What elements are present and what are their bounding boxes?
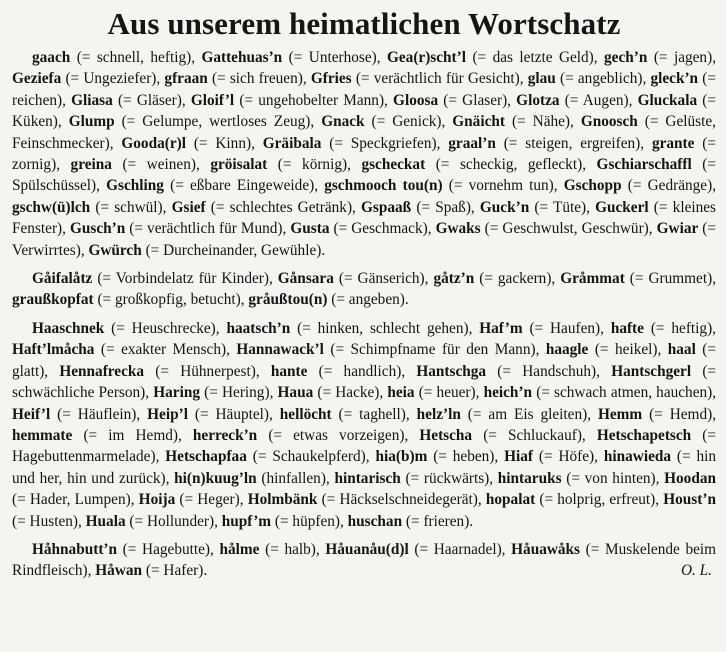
entry-definition: (= hinken, schlecht gehen)	[297, 319, 469, 337]
entry-word: haal	[667, 341, 696, 359]
entry-word: Holmbänk	[247, 491, 318, 509]
entry-word: Hennafrecka	[59, 362, 145, 380]
entry-definition: (= heben)	[433, 448, 495, 466]
entry-word: Gea(r)scht’l	[386, 49, 466, 66]
entry-word: Guck’n	[479, 198, 530, 216]
entry-definition: (= verächtlich für Gesicht)	[355, 70, 520, 88]
entry-definition: (= halb)	[265, 540, 316, 558]
glossary-entry: hi(n)kuug’ln (hinfallen),	[174, 469, 335, 487]
entry-word: Håhnabutt’n	[32, 540, 118, 558]
entry-definition: (= schnell, heftig)	[76, 49, 192, 66]
entry-word: Gwiar	[656, 220, 699, 238]
glossary-entry: hopalat (= holprig, erfreut),	[485, 491, 664, 509]
glossary-entry: Glotza (= Augen),	[516, 91, 638, 109]
entry-definition: (= Genick)	[371, 113, 442, 131]
glossary-entry: Gusch’n (= verächtlich für Mund),	[70, 220, 291, 238]
entry-definition: (= Heger)	[179, 491, 240, 509]
entry-word: haatsch’n	[226, 319, 291, 337]
glossary-entry: Gånsara (= Gänserich),	[277, 270, 434, 288]
entry-definition: (= Häuptel)	[194, 405, 270, 423]
glossary-entry: hintarisch (= rückwärts),	[334, 469, 498, 487]
entry-definition: (= großkopfig, betucht)	[97, 291, 241, 309]
entry-definition: (= Geschmack)	[333, 220, 428, 238]
entry-definition: (= schwach atmen, hauchen)	[536, 384, 713, 402]
entry-definition: (= im Hemd)	[83, 426, 178, 444]
glossary-entry: Gwaks (= Geschwulst, Geschwür),	[435, 220, 657, 238]
glossary-entry: Hantschga (= Handschuh),	[416, 362, 612, 380]
entry-word: helz’ln	[416, 405, 461, 423]
entry-word: Glotza	[516, 91, 560, 109]
entry-definition: (= schwächliche Person)	[12, 362, 717, 402]
entry-definition: (= heikel)	[594, 341, 658, 359]
entry-word: hi(n)kuug’ln	[174, 469, 257, 487]
entry-word: greina	[70, 156, 112, 174]
glossary-entry: grante (= zornig),	[12, 134, 716, 174]
entry-word: Huala	[85, 512, 126, 530]
entry-word: Gnäicht	[452, 113, 505, 131]
glossary-entry: Heip’l (= Häuptel),	[147, 405, 280, 423]
entry-definition: (= heuer)	[418, 384, 476, 402]
glossary-entry: Håhnabutt’n (= Hagebutte),	[32, 540, 220, 558]
entry-word: Håuawåks	[511, 540, 581, 558]
entry-word: Gusch’n	[70, 220, 126, 238]
glossary-entry: Guckerl (= kleines Fenster),	[12, 198, 716, 238]
glossary-entry: Gwürch (= Durcheinander, Gewühle).	[88, 241, 326, 259]
glossary-entry: Hetschapfaa (= Schaukelpferd),	[165, 448, 376, 466]
glossary-entry: Hoija (= Heger),	[138, 491, 248, 509]
entry-word: hupf’m	[221, 512, 272, 530]
entry-definition: (= kleines Fenster)	[12, 198, 716, 238]
glossary-entry: Huala (= Hollunder),	[85, 512, 222, 530]
glossary-entry: Hantschgerl (= schwächliche Person),	[12, 362, 717, 402]
glossary-entry: hia(b)m (= heben),	[375, 448, 505, 466]
entry-definition: (= Glaser)	[443, 91, 508, 109]
entry-definition: (= taghell)	[338, 405, 406, 423]
entry-definition: (= Hacke)	[317, 384, 380, 402]
glossary-entry: Haf’m (= Haufen),	[479, 319, 611, 337]
entry-word: Hetschapfaa	[165, 448, 247, 466]
glossary-entry: hintaruks (= von hinten),	[497, 469, 665, 487]
glossary-entry: Håuanåu(d)l (= Haarnadel),	[325, 540, 512, 558]
glossary-entry: Gwiar (= Verwirrtes),	[12, 220, 717, 259]
entry-word: Gusta	[290, 220, 330, 238]
entry-word: Håwan	[95, 562, 143, 580]
glossary-entry: gråußtou(n) (= angeben).	[248, 291, 409, 309]
entry-definition: (= Nähe)	[511, 113, 571, 131]
entry-word: hinawieda	[603, 448, 672, 466]
entry-definition: (= Vorbindelatz für Kinder)	[97, 270, 269, 288]
entry-definition: (= holprig, erfreut)	[539, 491, 656, 509]
glossary-entry: Gråmmat (= Grummet),	[560, 270, 717, 288]
entry-definition: (= Gedränge)	[627, 177, 713, 195]
glossary-entry: heich’n (= schwach atmen, hauchen),	[483, 384, 717, 402]
entry-definition: (= gackern)	[479, 270, 552, 288]
entry-word: Guckerl	[595, 198, 649, 216]
entry-word: Gspaaß	[361, 198, 412, 216]
entry-word: huschan	[347, 512, 403, 530]
entry-definition: (= frieren)	[405, 512, 470, 530]
entry-definition: (= Hafer)	[145, 562, 204, 580]
entry-word: gech’n	[604, 49, 648, 66]
entry-definition: (= Haufen)	[529, 319, 601, 337]
glossary-entry: graußkopfat (= großkopfig, betucht),	[12, 291, 249, 309]
entry-word: Gsief	[171, 198, 206, 216]
entry-word: gfraan	[164, 70, 208, 88]
entry-definition: (= Hering)	[204, 384, 270, 402]
glossary-entry: huschan (= frieren).	[347, 512, 474, 530]
entry-word: Hetscha	[419, 426, 473, 444]
glossary-entry: Holmbänk (= Häckselschneidegerät),	[247, 491, 486, 509]
glossary-entry: hafte (= heftig),	[610, 319, 716, 337]
entry-word: hintarisch	[334, 469, 401, 487]
entry-word: gröisalat	[210, 156, 268, 174]
entry-definition: (= Häuflein)	[57, 405, 137, 423]
entry-word: Heif’l	[12, 405, 51, 423]
entry-definition: (= Spülschüssel)	[12, 156, 716, 195]
entry-word: gschmooch tou(n)	[324, 177, 443, 195]
glossary-entry: Geziefa (= Ungeziefer),	[12, 70, 165, 88]
entry-word: Hantschga	[416, 362, 487, 380]
entry-definition: (= Heuschrecke)	[111, 319, 216, 337]
entry-definition: (= scheckig, gefleckt)	[435, 156, 583, 174]
entry-definition: (= Husten)	[12, 512, 78, 530]
entry-word: Gnoosch	[580, 113, 638, 131]
entry-word: Håuanåu(d)l	[325, 540, 409, 558]
entry-word: graal’n	[448, 134, 496, 152]
entry-word: Gluckala	[637, 91, 698, 109]
glossary-entry: Haft’lmåcha (= exakter Mensch),	[12, 341, 237, 359]
entry-definition: (= Gelüste, Feinschmecker)	[12, 113, 716, 152]
glossary-entry: gfraan (= sich freuen),	[164, 70, 311, 88]
entry-word: Gschling	[106, 177, 164, 195]
glossary-entry: gech’n (= jagen),	[604, 49, 717, 66]
entry-definition: (= zornig)	[12, 134, 716, 174]
glossary-entry: Hetscha (= Schluckauf),	[419, 426, 597, 444]
entry-definition: (= sich freuen)	[211, 70, 303, 88]
glossary-entry: gåtz’n (= gackern),	[433, 270, 561, 288]
entry-word: Hiaf	[504, 448, 534, 466]
entry-word: Gschopp	[563, 177, 622, 195]
entry-definition: (= Spaß)	[416, 198, 471, 216]
entry-definition: (= Gelumpe, wertloses Zeug)	[121, 113, 311, 131]
entry-definition: (= Muskelende beim Rindfleisch)	[12, 540, 717, 580]
entry-definition: (= Ungeziefer)	[65, 70, 157, 88]
glossary-entry: hinawieda (= hin und her, hin und zurück),	[12, 448, 717, 487]
entry-definition: (= glatt)	[12, 341, 717, 380]
glossary-entry: Gooda(r)l (= Kinn),	[121, 134, 263, 152]
entry-word: Hemm	[597, 405, 643, 423]
entry-word: Glump	[68, 113, 115, 131]
glossary-entry: gschmooch tou(n) (= vornehm tun),	[324, 177, 564, 195]
entry-word: Hannawack’l	[236, 341, 324, 359]
glossary-entry: greina (= weinen),	[70, 156, 211, 174]
glossary-entry: Glump (= Gelumpe, wertloses Zeug),	[68, 113, 322, 131]
entry-definition: (= eßbare Eingeweide)	[170, 177, 315, 195]
entry-word: Houst’n	[663, 491, 716, 509]
entry-word: Haua	[277, 384, 314, 402]
entry-definition: (= angeblich)	[559, 70, 643, 88]
entry-definition: (= Augen)	[564, 91, 629, 109]
entry-definition: (= reichen)	[12, 70, 716, 109]
entry-word: Hoodan	[664, 469, 716, 487]
entry-word: Gånsara	[277, 270, 334, 288]
glossary-entry: Gloif’l (= ungehobelter Mann),	[190, 91, 394, 109]
entry-definition: (= rückwärts)	[405, 469, 490, 487]
paragraph-ha	[12, 539, 716, 582]
glossary-entry: helz’ln (= am Eis gleiten),	[416, 405, 598, 423]
entry-definition: (= Schaukelpferd)	[252, 448, 366, 466]
glossary-entry: Gattehuas’n (= Unterhose),	[201, 49, 387, 66]
entry-word: Hetschapetsch	[596, 426, 692, 444]
entry-word: gschw(ü)lch	[12, 198, 91, 216]
glossary-entry: Heif’l (= Häuflein),	[12, 405, 148, 423]
glossary-entry: haatsch’n (= hinken, schlecht gehen),	[226, 319, 480, 337]
entry-word: Gråmmat	[560, 270, 625, 288]
glossary-entry: Hannawack’l (= Schimpfname für den Mann),	[236, 341, 546, 359]
entry-definition: (= das letzte Geld)	[472, 49, 594, 66]
glossary-entry: Gnack (= Genick),	[321, 113, 453, 131]
entry-word: Gnack	[321, 113, 365, 131]
glossary-entry: Hoodan (= Hader, Lumpen),	[12, 469, 716, 509]
entry-definition: (= Hagebutte)	[122, 540, 210, 558]
glossary-entry: Hetschapetsch (= Hagebuttenmarmelade),	[12, 426, 717, 466]
entry-definition: (= Geschwulst, Geschwür)	[484, 220, 649, 238]
entry-definition: (= Kinn)	[193, 134, 252, 152]
entry-definition: (= ungehobelter Mann)	[239, 91, 385, 109]
glossary-entry: Gschiarschaffl (= Spülschüssel),	[12, 156, 716, 195]
entry-definition: (= steigen, ergreifen)	[503, 134, 641, 152]
entry-word: Haaschnek	[32, 319, 105, 337]
entry-word: Gfries	[310, 70, 352, 88]
entry-word: herreck’n	[192, 426, 258, 444]
author-signature: O. L.	[680, 562, 712, 580]
glossary-entry: Gschopp (= Gedränge),	[563, 177, 717, 195]
entry-definition: (= handlich)	[318, 362, 402, 380]
glossary-entry: Gea(r)scht’l (= das letzte Geld),	[386, 49, 605, 66]
glossary-entry: Håwan (= Hafer).	[95, 562, 208, 580]
entry-definition: (= Küken)	[12, 91, 717, 131]
glossary-entry: gscheckat (= scheckig, gefleckt),	[361, 156, 597, 174]
entry-word: hintaruks	[497, 469, 562, 487]
glossary-entry: Gnoosch (= Gelüste, Feinschmecker),	[12, 113, 716, 152]
entry-word: Gloosa	[393, 91, 439, 109]
glossary-entry: Hemm (= Hemd),	[597, 405, 717, 423]
entry-definition: (= Unterhose)	[288, 49, 377, 66]
entry-word: hellöcht	[279, 405, 332, 423]
entry-word: Haf’m	[479, 319, 523, 337]
entry-definition: (= Häckselschneidegerät)	[321, 491, 478, 509]
entry-definition: (= Hemd)	[649, 405, 713, 423]
glossary-entry: haagle (= heikel),	[545, 341, 668, 359]
entry-word: hante	[270, 362, 308, 380]
entry-definition: (= angeben)	[331, 291, 405, 309]
glossary-entry: hellöcht (= taghell),	[279, 405, 417, 423]
glossary-entry: Gåifalåtz (= Vorbindelatz für Kinder),	[32, 270, 278, 288]
entry-word: Gliasa	[71, 91, 113, 109]
glossary-entry: gleck’n (= reichen),	[12, 70, 716, 109]
entry-word: Gwaks	[435, 220, 481, 238]
glossary-entry: Houst’n (= Husten),	[12, 491, 716, 530]
glossary-entry: heia (= heuer),	[387, 384, 484, 402]
entry-definition: (= Gläser)	[117, 91, 182, 109]
entry-word: Geziefa	[12, 70, 62, 88]
glossary-entry: Haring (= Hering),	[153, 384, 278, 402]
paragraph-h	[12, 318, 716, 532]
entry-definition: (= am Eis gleiten)	[467, 405, 588, 423]
glossary-entry: Hennafrecka (= Hühnerpest),	[59, 362, 271, 380]
entry-definition: (= Höfe)	[538, 448, 595, 466]
entry-definition: (= etwas vorzeigen)	[268, 426, 405, 444]
entry-definition: (= hin und her, hin und zurück)	[12, 448, 717, 487]
glossary-entry: Gluckala (= Küken),	[12, 91, 717, 131]
entry-word: glau	[527, 70, 556, 88]
glossary-entry: Håuawåks (= Muskelende beim Rindfleisch),	[12, 540, 717, 580]
entry-word: hia(b)m	[375, 448, 428, 466]
glossary-entry: Gschling (= eßbare Eingeweide),	[106, 177, 325, 195]
entry-definition: (= Hader, Lumpen)	[12, 491, 131, 509]
entry-definition: (= Haarnadel)	[414, 540, 502, 558]
entry-definition: (hinfallen)	[261, 469, 326, 487]
entry-word: gleck’n	[650, 70, 699, 88]
glossary-entry: graal’n (= steigen, ergreifen),	[448, 134, 652, 152]
entry-definition: (= Durcheinander, Gewühle)	[145, 241, 322, 259]
glossary-entry: hupf’m (= hüpfen),	[221, 512, 348, 530]
glossary-entry: Gfries (= verächtlich für Gesicht),	[310, 70, 528, 88]
entry-definition: (= von hinten)	[566, 469, 656, 487]
glossary-entry: gröisalat (= körnig),	[210, 156, 362, 174]
entry-word: gaach	[32, 49, 71, 66]
entry-definition: (= Schimpfname für den Mann)	[330, 341, 536, 359]
glossary-entry: hemmate (= im Hemd),	[12, 426, 193, 444]
glossary-entry: herreck’n (= etwas vorzeigen),	[192, 426, 420, 444]
glossary-entry: Guck’n (= Tüte),	[479, 198, 596, 216]
entry-definition: (= schlechtes Getränk)	[210, 198, 353, 216]
glossary-entry: hante (= handlich),	[270, 362, 417, 380]
entry-definition: (= exakter Mensch)	[100, 341, 227, 359]
entry-definition: (= Hühnerpest)	[155, 362, 256, 380]
entry-word: Gattehuas’n	[201, 49, 283, 66]
article-title: Aus unserem heimatlichen Wortschatz	[107, 6, 621, 41]
entry-word: gåtz’n	[433, 270, 475, 288]
entry-word: heia	[387, 384, 415, 402]
glossary-entry: Gsief (= schlechtes Getränk),	[171, 198, 362, 216]
entry-definition: (= hüpfen)	[274, 512, 340, 530]
entry-word: grante	[651, 134, 695, 152]
glossary-entry: Gnäicht (= Nähe),	[452, 113, 581, 131]
glossary-entry: Hiaf (= Höfe),	[504, 448, 604, 466]
entry-definition: (= Hagebuttenmarmelade)	[12, 426, 717, 466]
entry-definition: (= körnig)	[277, 156, 348, 174]
entry-definition: (= Handschuh)	[497, 362, 597, 380]
glossary-entry: Gräibala (= Speckgriefen),	[262, 134, 449, 152]
entry-definition: (= verächtlich für Mund)	[129, 220, 283, 238]
entry-word: Gooda(r)l	[121, 134, 186, 152]
glossary-entry: Gusta (= Geschmack),	[290, 220, 436, 238]
glossary-entry: Gloosa (= Glaser),	[393, 91, 517, 109]
entry-definition: (= Grummet)	[629, 270, 713, 288]
entry-definition: (= weinen)	[122, 156, 196, 174]
entry-word: Hoija	[138, 491, 176, 509]
entry-definition: (= Hollunder)	[129, 512, 215, 530]
entry-word: Gschiarschaffl	[596, 156, 692, 174]
entry-word: Gräibala	[262, 134, 322, 152]
glossary-entry: Gliasa (= Gläser),	[71, 91, 191, 109]
entry-word: haagle	[545, 341, 589, 359]
paragraph-ga	[12, 268, 716, 311]
entry-word: hemmate	[12, 426, 73, 444]
entry-word: Haft’lmåcha	[12, 341, 95, 359]
entry-word: Gåifalåtz	[32, 270, 93, 288]
glossary-entry: Gspaaß (= Spaß),	[361, 198, 480, 216]
entry-word: Gloif’l	[190, 91, 235, 109]
entry-word: hålme	[219, 540, 260, 558]
entry-word: graußkopfat	[12, 291, 94, 309]
glossary-entry: hålme (= halb),	[219, 540, 326, 558]
entry-definition: (= Verwirrtes)	[12, 220, 717, 259]
glossary-entry: glau (= angeblich),	[527, 70, 651, 88]
entry-word: gscheckat	[361, 156, 426, 174]
entry-word: Hantschgerl	[611, 362, 692, 380]
glossary-entry: haal (= glatt),	[12, 341, 717, 380]
entry-word: hopalat	[485, 491, 536, 509]
entry-word: heich’n	[483, 384, 533, 402]
glossary-entry: gschw(ü)lch (= schwül),	[12, 198, 172, 216]
glossary-entry: Haua (= Hacke),	[277, 384, 388, 402]
entry-definition: (= vornehm tun)	[448, 177, 554, 195]
entry-definition: (= Tüte)	[534, 198, 587, 216]
entry-definition: (= schwül)	[95, 198, 163, 216]
entry-definition: (= Gänserich)	[338, 270, 425, 288]
glossary-entry: Haaschnek (= Heuschrecke),	[32, 319, 227, 337]
glossary-entry: gaach (= schnell, heftig),	[32, 49, 202, 66]
entry-word: gråußtou(n)	[248, 291, 328, 309]
entry-word: Gwürch	[88, 241, 142, 259]
entry-word: Heip’l	[147, 405, 188, 423]
entry-definition: (= jagen)	[653, 49, 713, 66]
entry-word: hafte	[610, 319, 644, 337]
entry-definition: (= Speckgriefen)	[329, 134, 437, 152]
entry-word: Haring	[153, 384, 200, 402]
entry-definition: (= Schluckauf)	[483, 426, 582, 444]
paragraph-g	[12, 47, 716, 261]
entry-definition: (= heftig)	[650, 319, 713, 337]
